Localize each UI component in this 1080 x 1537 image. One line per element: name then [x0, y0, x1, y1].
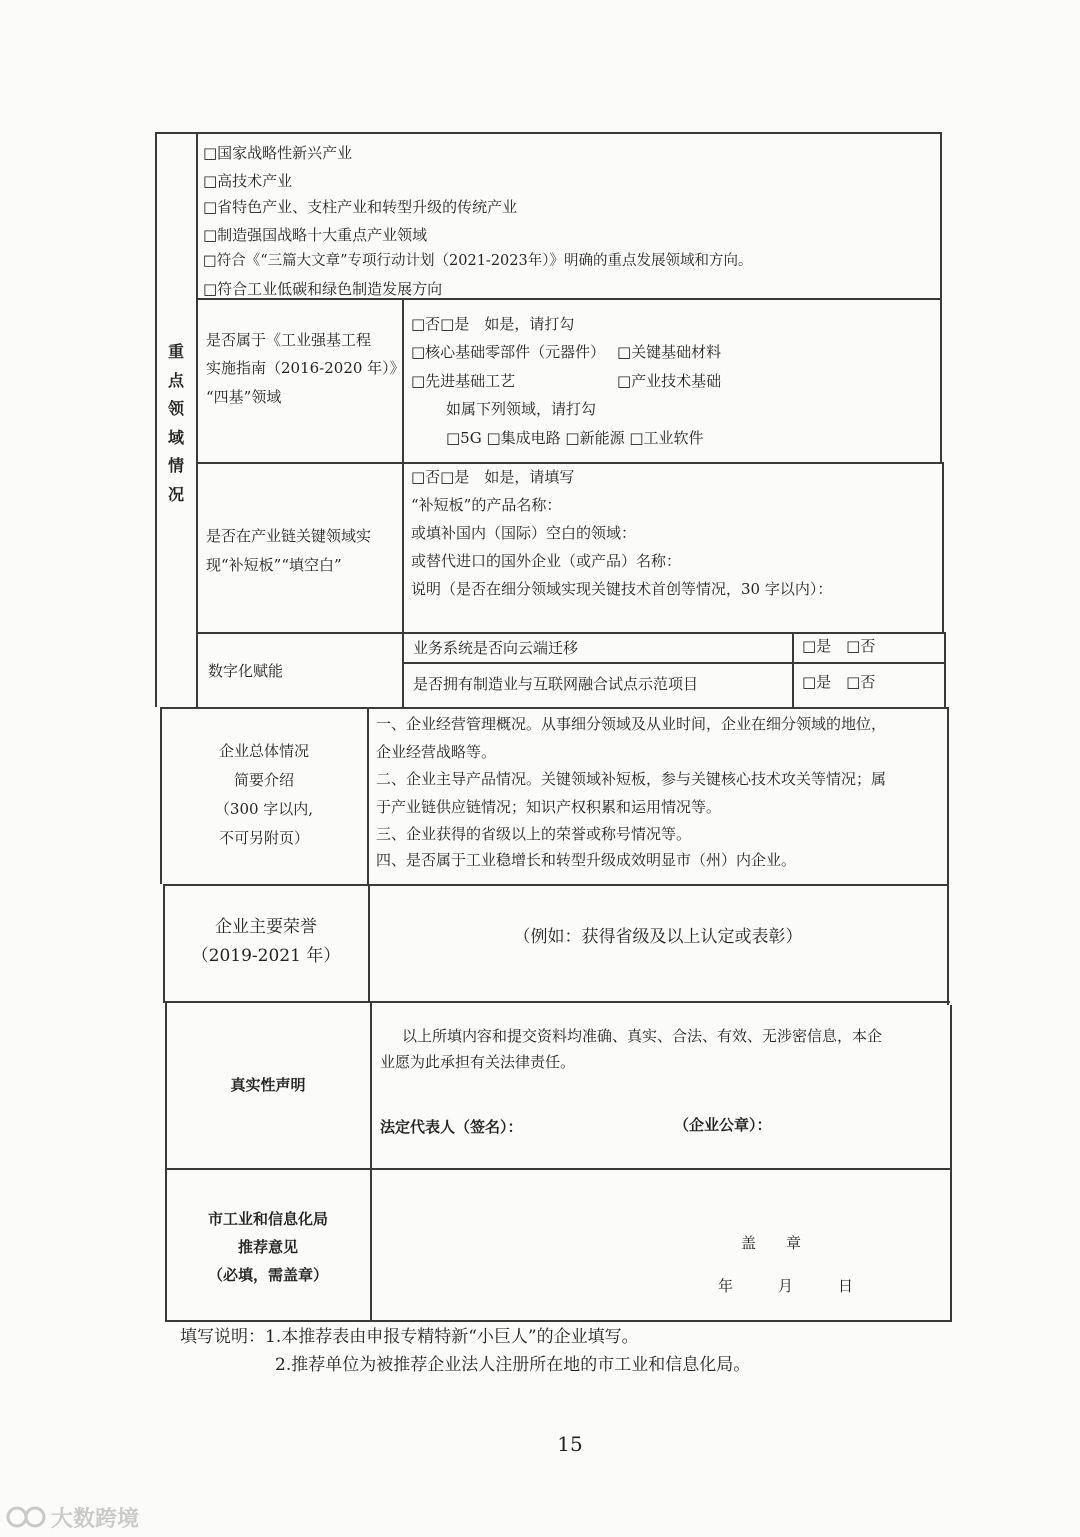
- digital-cloud-options[interactable]: □是 □否: [802, 637, 876, 655]
- overview-label-line: 企业总体情况: [218, 742, 309, 760]
- industry-option[interactable]: □制造强国战略十大重点产业领域: [203, 226, 428, 244]
- bureau-label-line: （必填，需盖章）: [207, 1266, 328, 1284]
- overview-line: 一、企业经营管理概况。从事细分领域及从业时间，企业在细分领域的地位，: [376, 715, 887, 733]
- side-label-char: 点: [167, 370, 184, 390]
- digital-pilot-options[interactable]: □是 □否: [802, 673, 876, 691]
- short-board-product-field[interactable]: “补短板”的产品名称：: [411, 496, 562, 514]
- four-base-yes-no[interactable]: □否□是 如是，请打勾: [411, 315, 575, 333]
- honors-label-line: 企业主要荣誉: [215, 917, 317, 937]
- page-number: 15: [557, 1432, 583, 1456]
- notes-line-1: 填写说明：1.本推荐表由申报专精特新“小巨人”的企业填写。: [180, 1327, 639, 1347]
- bureau-date[interactable]: 年 月 日: [718, 1277, 854, 1295]
- side-label-char: 重: [167, 342, 184, 361]
- short-board-label-line: 现“补短板”“填空白”: [206, 556, 342, 574]
- watermark-text: 大数跨境: [51, 1507, 140, 1532]
- short-board-import-field[interactable]: 或替代进口的国外企业（或产品）名称：: [411, 552, 682, 570]
- digital-label: 数字化赋能: [208, 662, 284, 680]
- overview-line: 于产业链供应链情况；知识产权积累和运用情况等。: [376, 798, 722, 816]
- company-seal-field[interactable]: （企业公章）：: [674, 1116, 772, 1134]
- legal-rep-signature-field[interactable]: 法定代表人（签名）：: [380, 1118, 523, 1136]
- honors-label-line: （2019-2021 年）: [191, 946, 341, 966]
- short-board-gap-field[interactable]: 或填补国内（国际）空白的领域：: [411, 524, 637, 542]
- four-base-label-line: “四基”领域: [206, 388, 282, 406]
- side-label-char: 领: [167, 399, 184, 418]
- four-base-label-line: 实施指南（2016-2020 年）》: [206, 359, 405, 377]
- short-board-label-line: 是否在产业链关键领域实: [206, 527, 372, 545]
- overview-line: 四、是否属于工业稳增长和转型升级成效明显市（州）内企业。: [376, 851, 797, 869]
- four-base-sub-prompt: 如属下列领域，请打勾: [446, 400, 597, 418]
- short-board-yes-no[interactable]: □否□是 如是，请填写: [411, 468, 575, 486]
- short-board-description-field[interactable]: 说明（是否在细分领域实现关键技术首创等情况，30 字以内）：: [411, 580, 833, 598]
- overview-line: 二、企业主导产品情况。关键领域补短板，参与关键核心技术攻关等情况；属: [376, 770, 887, 788]
- honors-content[interactable]: （例如：获得省级及以上认定或表彰）: [513, 927, 803, 947]
- four-base-option[interactable]: □核心基础零部件（元器件）: [411, 343, 606, 361]
- watermark-logo-icon: [5, 1502, 49, 1532]
- notes-line-2: 2.推荐单位为被推荐企业法人注册所在地的市工业和信息化局。: [275, 1355, 751, 1375]
- digital-pilot-question: 是否拥有制造业与互联网融合试点示范项目: [413, 675, 699, 693]
- side-label-char: 域: [167, 427, 184, 447]
- four-base-option[interactable]: □产业技术基础: [617, 372, 722, 390]
- industry-option[interactable]: □符合《“三篇大文章”专项行动计划（2021-2023年）》明确的重点发展领域和方向。: [203, 253, 753, 269]
- industry-option[interactable]: □国家战略性新兴产业: [203, 144, 353, 162]
- digital-cloud-question: 业务系统是否向云端迁移: [413, 639, 579, 657]
- bureau-stamp-label: 盖 章: [741, 1234, 802, 1252]
- bureau-label-line: 推荐意见: [237, 1238, 298, 1256]
- overview-line: 三、企业获得的省级以上的荣誉或称号情况等。: [376, 825, 692, 843]
- industry-option[interactable]: □符合工业低碳和绿色制造发展方向: [203, 280, 443, 298]
- watermark: [5, 1500, 155, 1534]
- bureau-label-line: 市工业和信息化局: [207, 1210, 328, 1228]
- declaration-text-line: 业愿为此承担有关法律责任。: [380, 1053, 576, 1071]
- industry-option[interactable]: □高技术产业: [203, 172, 293, 190]
- key-areas-side-label: [162, 338, 190, 509]
- declaration-text-line: 以上所填内容和提交资料均准确、真实、合法、有效、无涉密信息，本企: [402, 1027, 883, 1045]
- overview-label-line: 不可另附页）: [218, 829, 309, 847]
- industry-option[interactable]: □省特色产业、支柱产业和转型升级的传统产业: [203, 198, 518, 216]
- side-label-char: 情: [167, 456, 184, 475]
- overview-label-line: （300 字以内,: [214, 800, 314, 818]
- four-base-label-line: 是否属于《工业强基工程: [206, 331, 372, 349]
- four-base-option[interactable]: □关键基础材料: [617, 343, 722, 361]
- side-label-char: 况: [167, 484, 184, 504]
- four-base-sub-options[interactable]: □5G □集成电路 □新能源 □工业软件: [446, 429, 704, 447]
- declaration-label: 真实性声明: [230, 1076, 306, 1094]
- four-base-option[interactable]: □先进基础工艺: [411, 372, 516, 390]
- overview-label-line: 简要介绍: [233, 771, 294, 789]
- overview-line: 企业经营战略等。: [376, 743, 497, 761]
